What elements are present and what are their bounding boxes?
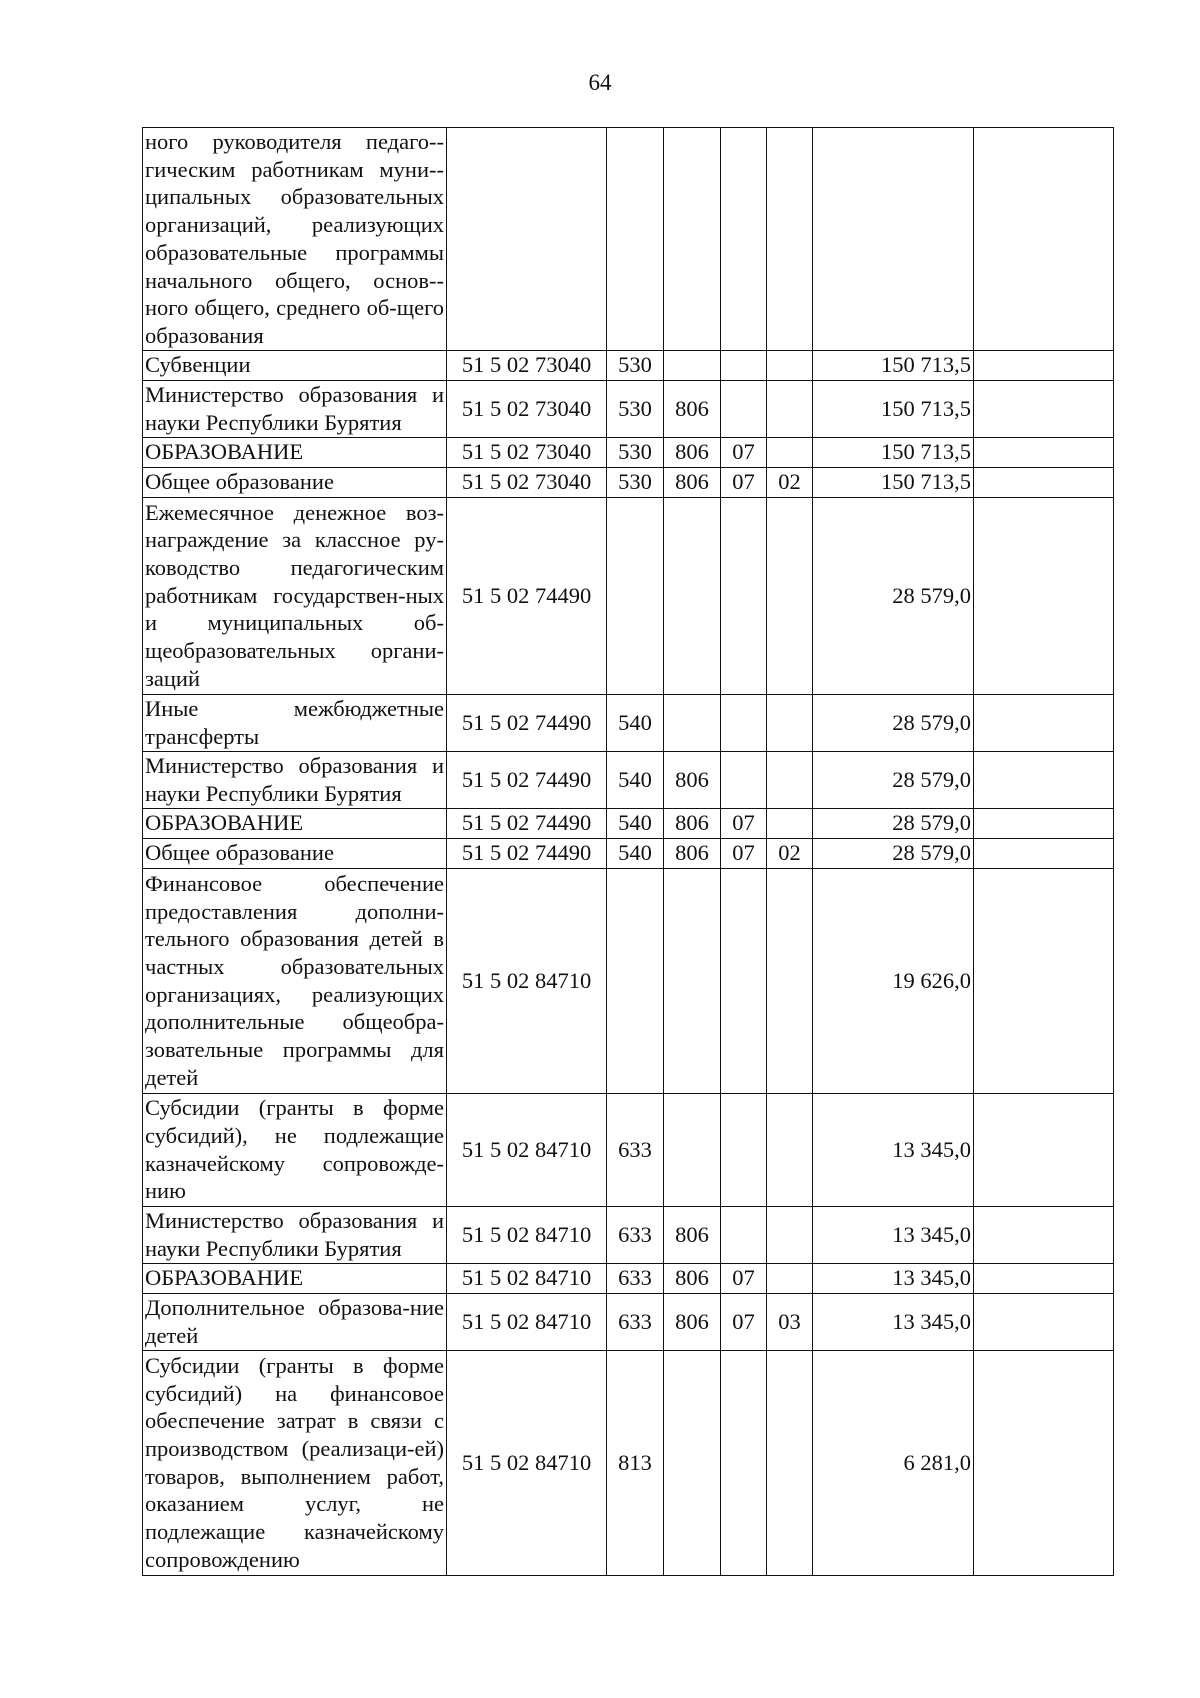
ministry-code-cell: 806 [664,808,721,838]
section-cell [721,497,767,694]
expense-type-cell: 540 [607,838,664,868]
expense-type-cell: 530 [607,437,664,467]
page-number: 64 [588,70,612,95]
target-code-cell: 51 5 02 73040 [447,380,607,437]
table-row [143,1350,1114,1575]
target-code-cell: 51 5 02 84710 [447,868,607,1093]
extra-cell [974,497,1114,694]
extra-cell [974,694,1114,751]
section-cell [721,694,767,751]
amount-cell: 13 345,0 [813,1293,974,1350]
row-name-cell: Финансовое обеспечение предоставления дополни-тельного образования детей в частных образовательных организациях, реализующих дополнительные общеобра-зовательные программы для детей [143,868,447,1093]
target-code-cell: 51 5 02 74490 [447,751,607,808]
target-code-cell: 51 5 02 74490 [447,497,607,694]
table-body [143,128,1114,1576]
ministry-code-cell: 806 [664,467,721,497]
amount-cell: 150 713,5 [813,350,974,380]
extra-cell [974,1263,1114,1293]
target-code-cell: 51 5 02 74490 [447,838,607,868]
target-code-cell: 51 5 02 84710 [447,1206,607,1263]
section-cell [721,380,767,437]
row-name-cell: ОБРАЗОВАНИЕ [143,437,447,467]
amount-cell: 6 281,0 [813,1350,974,1575]
subsection-cell [767,350,813,380]
amount-cell: 150 713,5 [813,467,974,497]
amount-cell: 150 713,5 [813,380,974,437]
amount-cell: 28 579,0 [813,694,974,751]
extra-cell [974,467,1114,497]
target-code-cell: 51 5 02 74490 [447,808,607,838]
row-name-cell: Министерство образования и науки Республики Бурятия [143,380,447,437]
table-row [143,1206,1114,1263]
subsection-cell [767,1206,813,1263]
row-name-cell: Общее образование [143,467,447,497]
subsection-cell [767,1093,813,1206]
table-row [143,808,1114,838]
expense-type-cell: 633 [607,1093,664,1206]
expense-type-cell: 633 [607,1206,664,1263]
subsection-cell: 02 [767,467,813,497]
section-cell [721,1350,767,1575]
target-code-cell: 51 5 02 73040 [447,437,607,467]
subsection-cell [767,751,813,808]
section-cell [721,350,767,380]
table-row [143,1293,1114,1350]
table-row [143,437,1114,467]
subsection-cell: 02 [767,838,813,868]
amount-cell: 28 579,0 [813,751,974,808]
ministry-code-cell: 806 [664,1206,721,1263]
subsection-cell [767,380,813,437]
target-code-cell [447,128,607,351]
section-cell [721,128,767,351]
target-code-cell: 51 5 02 84710 [447,1093,607,1206]
ministry-code-cell [664,350,721,380]
amount-cell: 28 579,0 [813,838,974,868]
extra-cell [974,350,1114,380]
ministry-code-cell [664,128,721,351]
row-name-cell: ного руководителя педаго-гическим работникам муни-ципальных образовательных организаций, реализующих образовательные программы начального общего, основ-ного общего, среднего об-щего образования [143,128,447,351]
amount-cell: 13 345,0 [813,1093,974,1206]
ministry-code-cell [664,497,721,694]
table-row [143,751,1114,808]
row-name-cell: Субсидии (гранты в форме субсидий), не подлежащие казначейскому сопровожде-нию [143,1093,447,1206]
target-code-cell: 51 5 02 84710 [447,1263,607,1293]
subsection-cell [767,128,813,351]
section-cell [721,1206,767,1263]
table-row [143,694,1114,751]
table-row [143,838,1114,868]
expense-type-cell: 633 [607,1263,664,1293]
ministry-code-cell: 806 [664,437,721,467]
table-row [143,1263,1114,1293]
ministry-code-cell [664,694,721,751]
row-name-cell: Ежемесячное денежное воз-награждение за классное ру-ководство педагогическим работникам государствен-ных и муниципальных об-щеобразовательных органи-заций [143,497,447,694]
expense-type-cell: 540 [607,808,664,838]
section-cell: 07 [721,1263,767,1293]
extra-cell [974,808,1114,838]
expense-type-cell: 530 [607,380,664,437]
expense-type-cell: 530 [607,467,664,497]
amount-cell: 19 626,0 [813,868,974,1093]
row-name-cell: Субвенции [143,350,447,380]
table-row [143,497,1114,694]
target-code-cell: 51 5 02 84710 [447,1350,607,1575]
subsection-cell [767,497,813,694]
section-cell [721,868,767,1093]
amount-cell: 28 579,0 [813,808,974,838]
ministry-code-cell [664,868,721,1093]
row-name-cell: Министерство образования и науки Республики Бурятия [143,1206,447,1263]
amount-cell: 13 345,0 [813,1206,974,1263]
expense-type-cell [607,497,664,694]
row-name-cell: Общее образование [143,838,447,868]
target-code-cell: 51 5 02 84710 [447,1293,607,1350]
table-row [143,128,1114,351]
expense-type-cell [607,868,664,1093]
section-cell [721,751,767,808]
table-row [143,380,1114,437]
budget-table [142,127,1114,1576]
subsection-cell [767,1263,813,1293]
amount-cell: 150 713,5 [813,437,974,467]
expense-type-cell [607,128,664,351]
extra-cell [974,838,1114,868]
section-cell: 07 [721,808,767,838]
subsection-cell [767,1350,813,1575]
extra-cell [974,128,1114,351]
expense-type-cell: 633 [607,1293,664,1350]
target-code-cell: 51 5 02 73040 [447,350,607,380]
extra-cell [974,437,1114,467]
ministry-code-cell: 806 [664,1293,721,1350]
subsection-cell [767,437,813,467]
section-cell [721,1093,767,1206]
table-row [143,350,1114,380]
ministry-code-cell [664,1093,721,1206]
extra-cell [974,1206,1114,1263]
expense-type-cell: 813 [607,1350,664,1575]
row-name-cell: Дополнительное образова-ние детей [143,1293,447,1350]
ministry-code-cell: 806 [664,751,721,808]
subsection-cell: 03 [767,1293,813,1350]
target-code-cell: 51 5 02 73040 [447,467,607,497]
extra-cell [974,751,1114,808]
ministry-code-cell: 806 [664,380,721,437]
extra-cell [974,380,1114,437]
expense-type-cell: 540 [607,751,664,808]
extra-cell [974,1350,1114,1575]
section-cell: 07 [721,467,767,497]
ministry-code-cell [664,1350,721,1575]
row-name-cell: Субсидии (гранты в форме субсидий) на финансовое обеспечение затрат в связи с производством (реализаци-ей) товаров, выполнением работ, оказанием услуг, не подлежащие казначейскому сопровождению [143,1350,447,1575]
table-row [143,1093,1114,1206]
extra-cell [974,868,1114,1093]
target-code-cell: 51 5 02 74490 [447,694,607,751]
ministry-code-cell: 806 [664,1263,721,1293]
section-cell: 07 [721,437,767,467]
row-name-cell: ОБРАЗОВАНИЕ [143,808,447,838]
subsection-cell [767,868,813,1093]
section-cell: 07 [721,838,767,868]
expense-type-cell: 540 [607,694,664,751]
row-name-cell: Иные межбюджетные трансферты [143,694,447,751]
extra-cell [974,1293,1114,1350]
table-row [143,467,1114,497]
amount-cell: 28 579,0 [813,497,974,694]
row-name-cell: Министерство образования и науки Республики Бурятия [143,751,447,808]
table-row [143,868,1114,1093]
row-name-cell: ОБРАЗОВАНИЕ [143,1263,447,1293]
amount-cell [813,128,974,351]
subsection-cell [767,694,813,751]
subsection-cell [767,808,813,838]
ministry-code-cell: 806 [664,838,721,868]
extra-cell [974,1093,1114,1206]
amount-cell: 13 345,0 [813,1263,974,1293]
section-cell: 07 [721,1293,767,1350]
expense-type-cell: 530 [607,350,664,380]
